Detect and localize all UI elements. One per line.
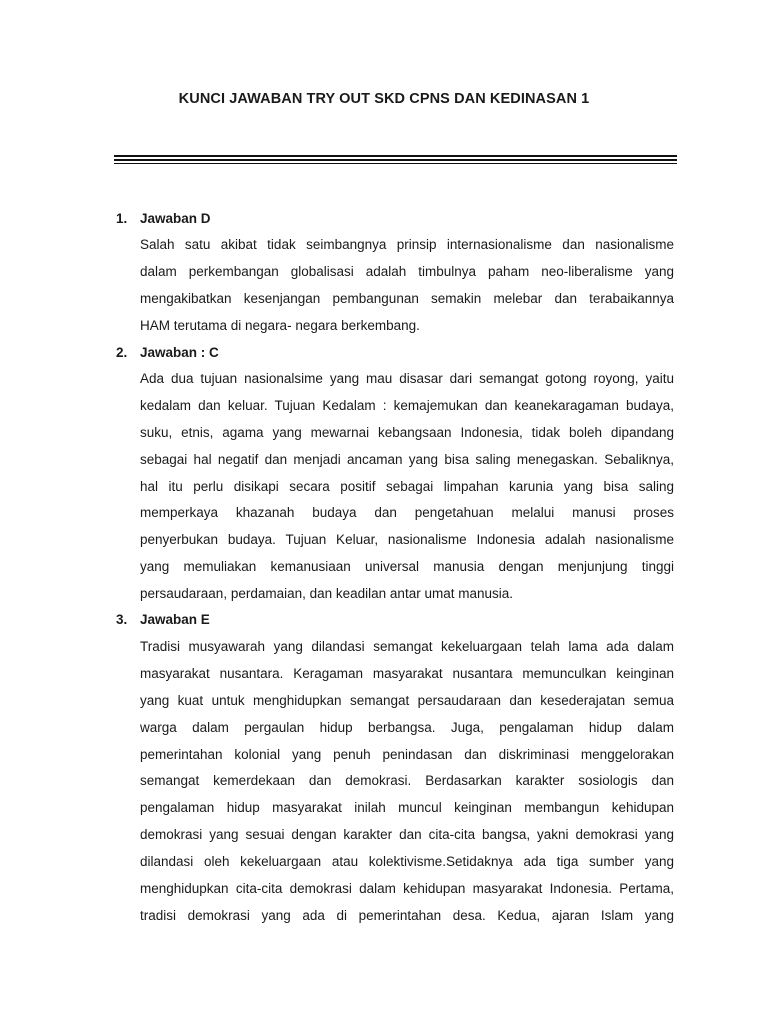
text-line: semangat kemerdekaan dan demokrasi. Berdasarkan karakter sosiologis dan [140, 773, 674, 789]
text-line: Ada dua tujuan nasionalsime yang mau disasar dari semangat gotong royong, yaitu [140, 371, 674, 386]
title-divider-middle [114, 159, 677, 161]
text-line: warga dalam pergaulan hidup berbangsa. Juga, pengalaman hidup dalam [140, 719, 674, 735]
explanation-3 [140, 634, 674, 930]
text-line: pengalaman hidup masyarakat inilah muncul keinginan membangun kehidupan [140, 800, 674, 816]
text-line: demokrasi yang sesuai dengan karakter dan cita-cita bangsa, yakni demokrasi yang [140, 827, 674, 843]
answer-label: Jawaban E [140, 612, 210, 627]
explanation-2 [140, 366, 674, 608]
text-line: kedalam dan keluar. Tujuan Kedalam : kemajemukan dan keanekaragaman budaya, [140, 397, 674, 413]
page-title: KUNCI JAWABAN TRY OUT SKD CPNS DAN KEDINASAN 1 [178, 91, 590, 107]
text-line: hal itu perlu disikapi secara positif sebagai limpahan karunia yang bisa saling [140, 478, 674, 494]
text-line: penyerbukan budaya. Tujuan Keluar, nasionalisme Indonesia adalah nasionalisme [140, 532, 674, 548]
explanation-1 [140, 232, 674, 340]
text-line: Salah satu akibat tidak seimbangnya prinsip internasionalisme dan nasionalisme [140, 237, 674, 252]
answer-heading-1 [116, 211, 211, 226]
answer-number: 3. [116, 612, 128, 627]
text-line: mengakibatkan kesenjangan pembangunan semakin melebar dan terabaikannya [140, 290, 674, 306]
text-line: yang memuliakan kemanusiaan universal manusia dengan menjunjung tinggi [140, 559, 674, 575]
answer-label: Jawaban D [140, 211, 211, 226]
text-line: dalam perkembangan globalisasi adalah timbulnya paham neo-liberalisme yang [140, 263, 674, 279]
text-line: memperkaya khazanah budaya dan pengetahuan melalui manusi proses [140, 505, 674, 521]
text-line: dilandasi oleh kekeluargaan atau kolektivisme.Setidaknya ada tiga sumber yang [140, 854, 674, 870]
text-line: menghidupkan cita-cita demokrasi dalam kehidupan masyarakat Indonesia. Pertama, [140, 881, 674, 897]
answer-label: Jawaban : C [140, 345, 219, 360]
text-line: persaudaraan, perdamaian, dan keadilan antar umat manusia. [140, 586, 513, 602]
text-line: sebagai hal negatif dan menjadi ancaman yang bisa saling menegaskan. Sebaliknya, [140, 451, 674, 467]
answer-number: 2. [116, 345, 128, 360]
text-line: HAM terutama di negara- negara berkembang. [140, 317, 420, 333]
text-line: yang kuat untuk menghidupkan semangat persaudaraan dan kesederajatan semua [140, 692, 674, 708]
title-divider-thin [114, 163, 677, 164]
text-line: pemerintahan kolonial yang penuh penindasan dan diskriminasi menggelorakan [140, 746, 674, 762]
text-line: masyarakat nusantara. Keragaman masyarakat nusantara memunculkan keinginan [140, 665, 674, 681]
text-line: tradisi demokrasi yang ada di pemerintahan desa. Kedua, ajaran Islam yang [140, 907, 674, 923]
text-line: Tradisi musyawarah yang dilandasi semangat kekeluargaan telah lama ada dalam [140, 639, 674, 654]
text-line: suku, etnis, agama yang mewarnai kebangsaan Indonesia, tidak boleh dipandang [140, 424, 674, 440]
answer-number: 1. [116, 211, 128, 226]
answer-heading-2 [116, 345, 219, 360]
title-divider-thick [114, 155, 677, 157]
answer-heading-3 [116, 612, 210, 627]
